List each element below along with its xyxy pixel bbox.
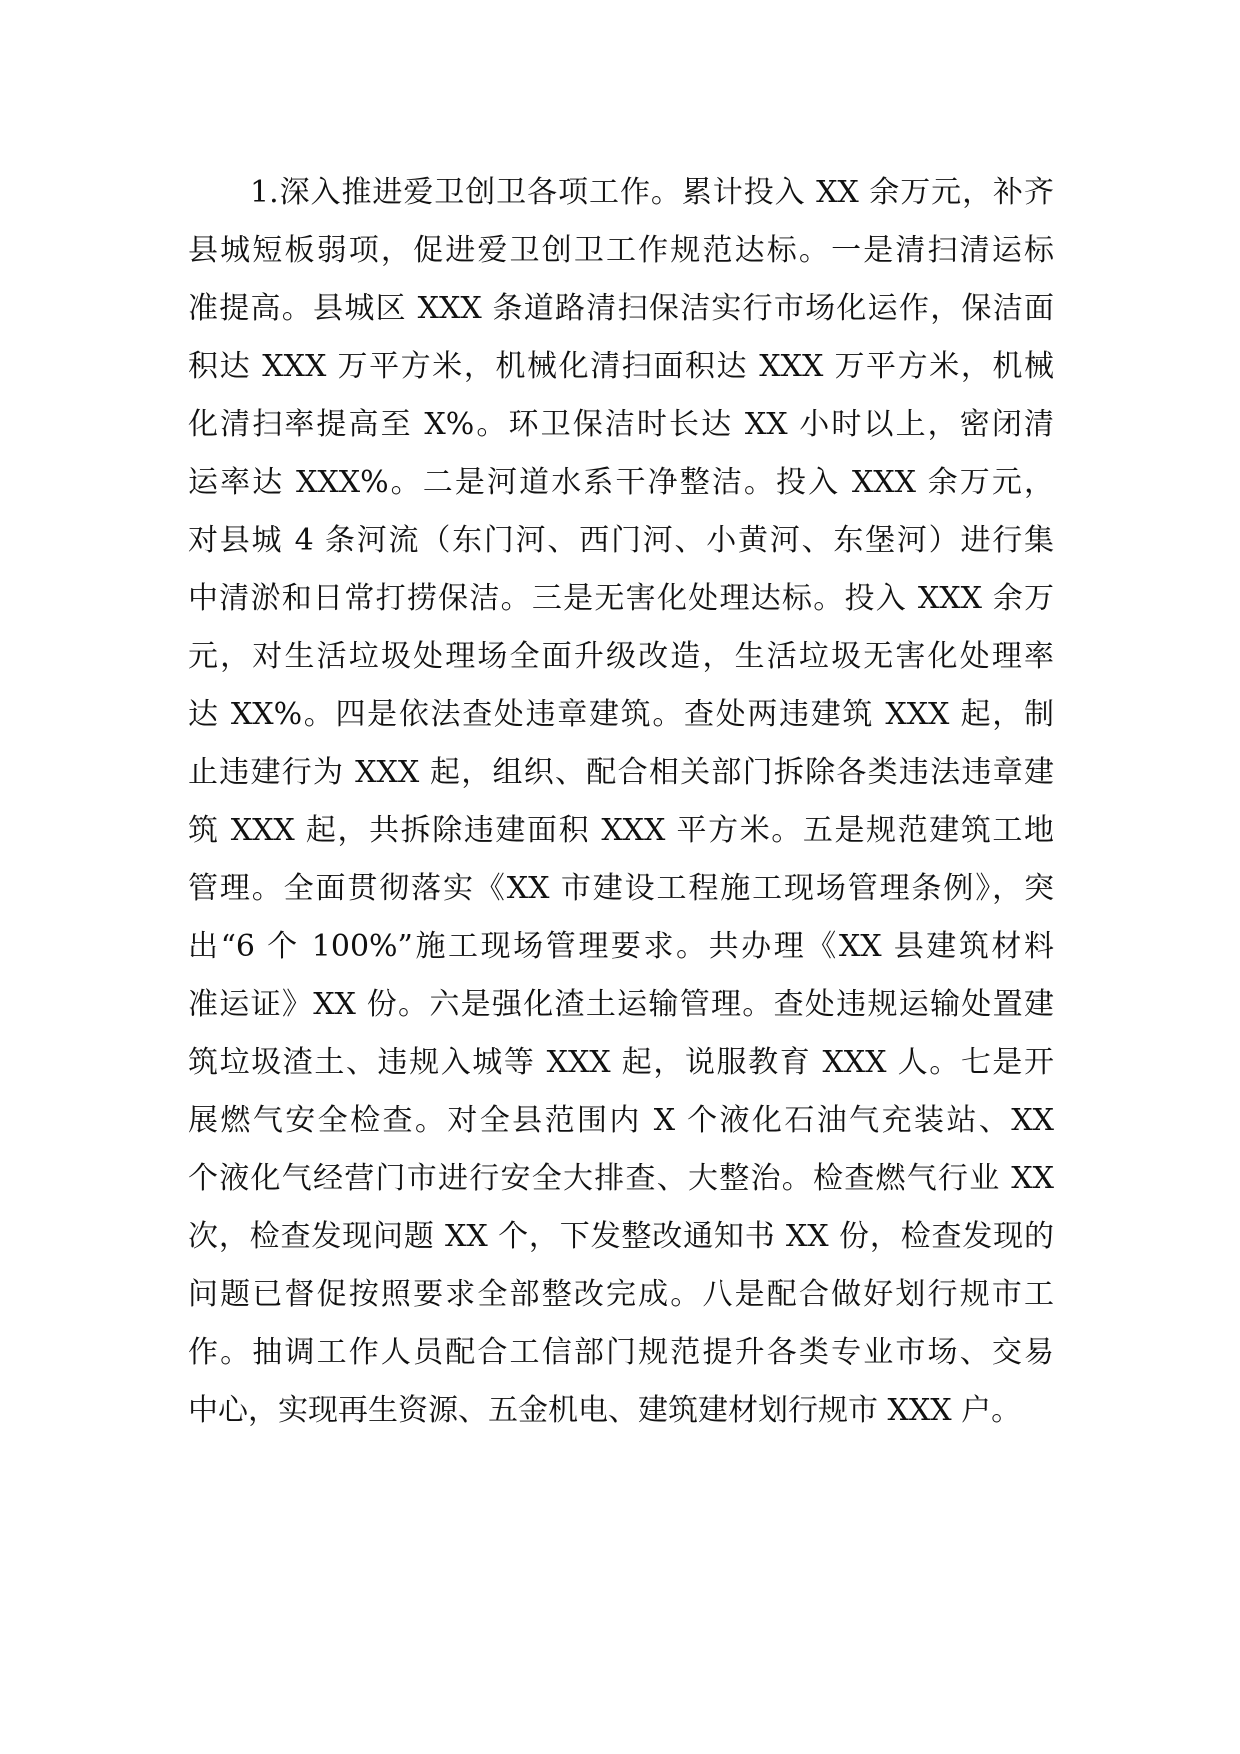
paragraph-line-17: 展燃气安全检查。对全县范围内 X 个液化石油气充装站、XX [188,1103,1054,1138]
paragraph-line-9: 元，对生活垃圾处理场全面升级改造，生活垃圾无害化处理率 [188,639,1054,674]
paragraph-line-4: 积达 XXX 万平方米，机械化清扫面积达 XXX 万平方米，机械 [188,349,1054,384]
paragraph-line-21: 作。抽调工作人员配合工信部门规范提升各类专业市场、交易 [188,1335,1054,1370]
paragraph-line-20: 问题已督促按照要求全部整改完成。八是配合做好划行规市工 [188,1277,1054,1312]
paragraph-line-13: 管理。全面贯彻落实《XX 市建设工程施工现场管理条例》，突 [188,871,1054,906]
paragraph-line-7: 对县城 4 条河流（东门河、西门河、小黄河、东堡河）进行集 [188,523,1054,558]
paragraph-line-10: 达 XX%。四是依法查处违章建筑。查处两违建筑 XXX 起，制 [188,697,1054,732]
paragraph-line-8: 中清淤和日常打捞保洁。三是无害化处理达标。投入 XXX 余万 [188,581,1054,616]
paragraph-line-15: 准运证》XX 份。六是强化渣土运输管理。查处违规运输处置建 [188,987,1054,1022]
paragraph-line-11: 止违建行为 XXX 起，组织、配合相关部门拆除各类违法违章建 [188,755,1054,790]
paragraph-line-3: 准提高。县城区 XXX 条道路清扫保洁实行市场化运作，保洁面 [188,291,1054,326]
paragraph-line-19: 次，检查发现问题 XX 个，下发整改通知书 XX 份，检查发现的 [188,1219,1054,1254]
paragraph-line-16: 筑垃圾渣土、违规入城等 XXX 起，说服教育 XXX 人。七是开 [188,1045,1054,1080]
paragraph-line-2: 县城短板弱项，促进爱卫创卫工作规范达标。一是清扫清运标 [188,233,1054,268]
paragraph-line-22: 中心，实现再生资源、五金机电、建筑建材划行规市 XXX 户。 [188,1393,1022,1428]
paragraph-line-1: 1.深入推进爱卫创卫各项工作。累计投入 XX 余万元，补齐 [250,175,1054,210]
paragraph-line-18: 个液化气经营门市进行安全大排查、大整治。检查燃气行业 XX [188,1161,1054,1196]
paragraph-line-6: 运率达 XXX%。二是河道水系干净整洁。投入 XXX 余万元， [188,465,1054,500]
paragraph-line-14: 出“6 个 100%”施工现场管理要求。共办理《XX 县建筑材料 [188,929,1054,964]
paragraph-line-5: 化清扫率提高至 X%。环卫保洁时长达 XX 小时以上，密闭清 [188,407,1054,442]
paragraph-line-12: 筑 XXX 起，共拆除违建面积 XXX 平方米。五是规范建筑工地 [188,813,1054,848]
